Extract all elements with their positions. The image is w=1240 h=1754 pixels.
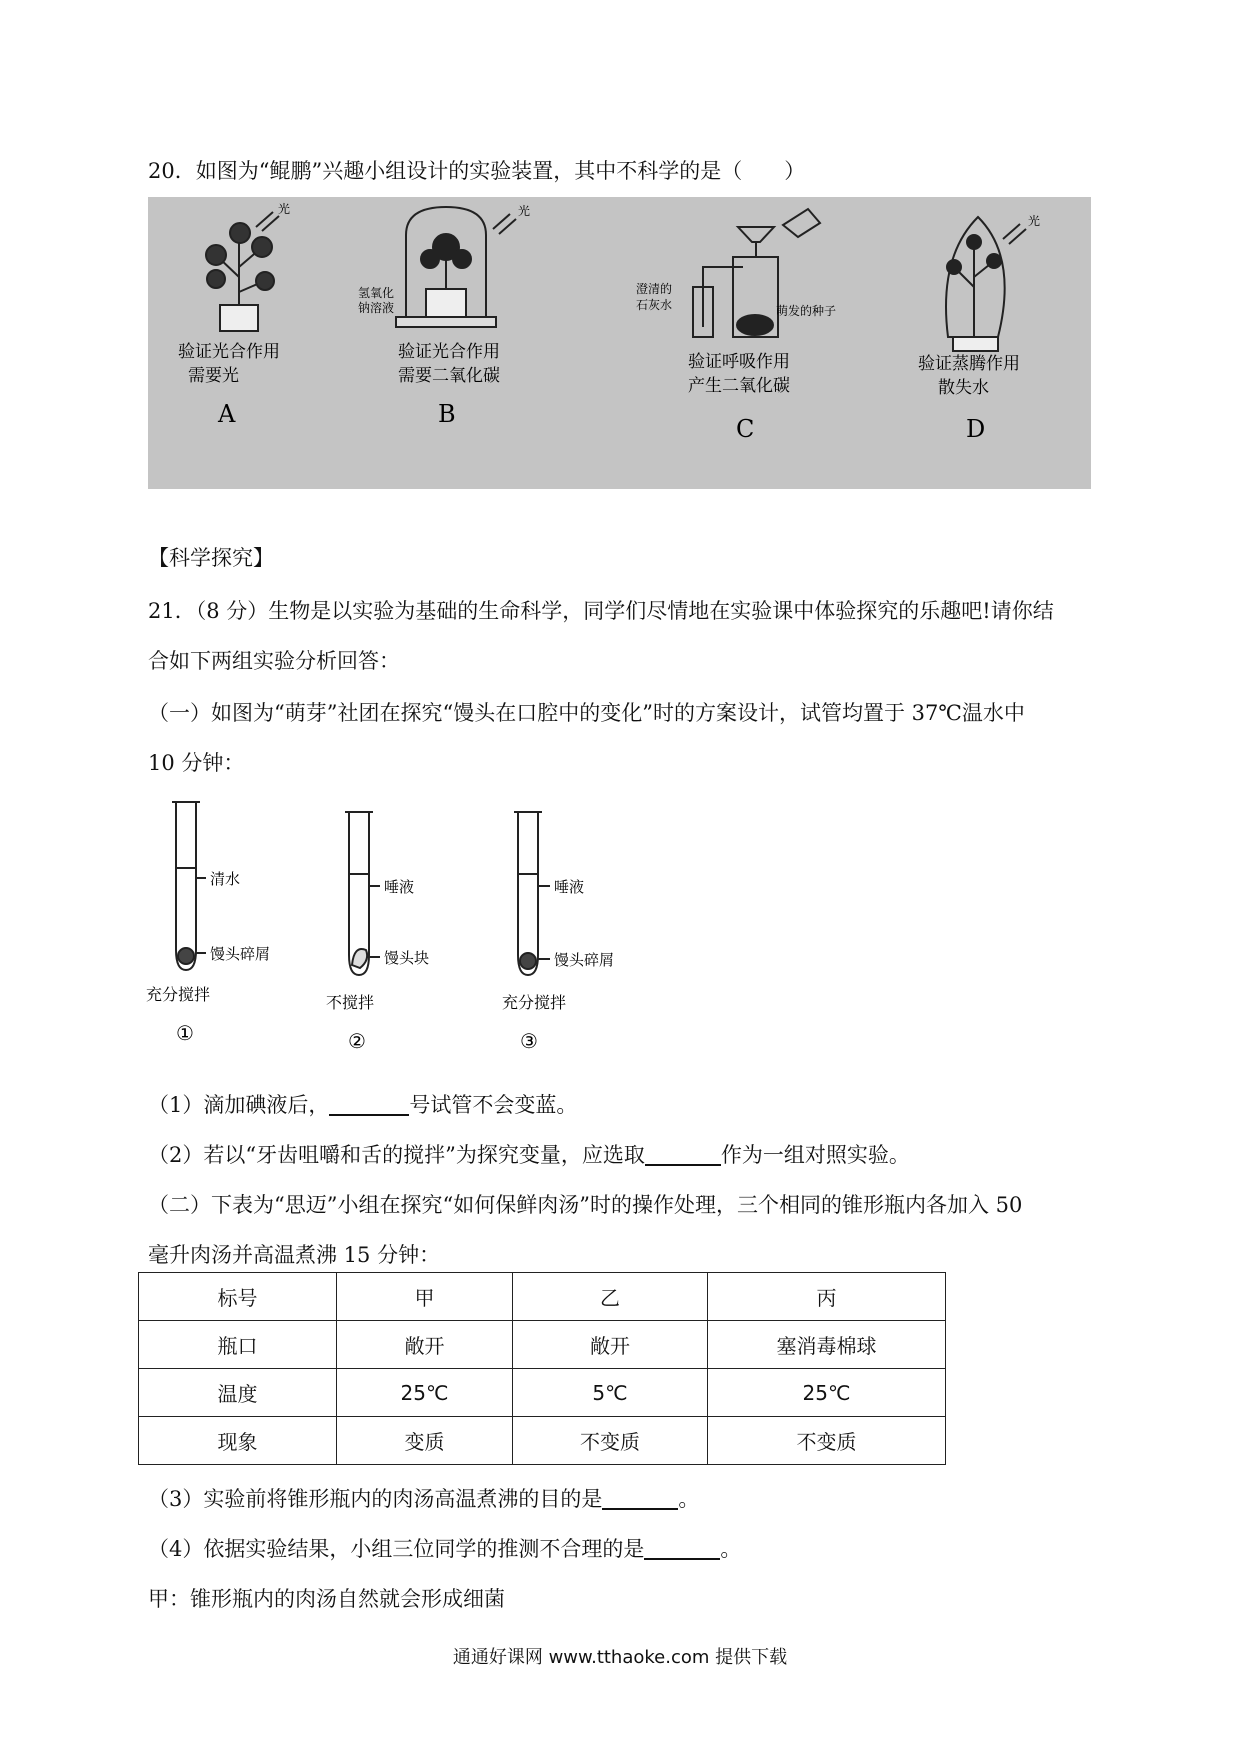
table-cell: 敞开 [513,1321,708,1369]
table-cell: 变质 [337,1417,513,1465]
table-header-cell: 甲 [337,1273,513,1321]
table-header-cell: 丙 [708,1273,946,1321]
table-cell: 塞消毒棉球 [708,1321,946,1369]
panel-c-left-label1: 澄清的 [636,282,673,296]
test-tubes-svg [140,790,640,1065]
q21-part1-line2: 10 分钟： [148,751,245,775]
panel-d-light-label: 光 [1028,214,1041,228]
panel-a-letter: A [218,400,236,428]
tube-1-liquid-label: 清水 [210,870,241,888]
q20-figure-svg [148,197,1091,489]
table-cell: 不变质 [513,1417,708,1465]
tube-2-solid-label: 馒头块 [384,949,430,967]
panel-a-drawing [206,212,279,331]
q21-sub4-text-a: （4）依据实验结果，小组三位同学的推测不合理的是 [148,1537,645,1561]
tube-1-number: ① [176,1021,194,1045]
q21-sub3 [148,1484,699,1514]
tube-1-treatment: 充分搅拌 [146,985,211,1004]
table-cell: 敞开 [337,1321,513,1369]
tube-3-treatment: 充分搅拌 [502,993,567,1012]
q21-part1-line1: （一）如图为“萌芽”社团在探究“馒头在口腔中的变化”时的方案设计，试管均置于 37℃温水中 [148,701,1025,725]
q21-sub4 [148,1534,741,1564]
tube-2-number: ② [348,1029,366,1053]
q21-sub2-text-b: 作为一组对照实验。 [720,1143,910,1167]
q21-sub1-text-a: （1）滴加碘液后， [148,1093,330,1117]
q21-part2-line1: （二）下表为“思迈”小组在探究“如何保鲜肉汤”时的操作处理，三个相同的锥形瓶内各加入 50 [148,1193,1023,1217]
q21-sub2-answer-blank[interactable] [645,1142,721,1166]
q21-sub1 [148,1090,577,1120]
table-row [139,1369,946,1417]
panel-d-letter: D [966,415,986,443]
tube-3 [514,812,550,975]
table-row [139,1417,946,1465]
q21-line1: 21．（8 分）生物是以实验为基础的生命科学，同学们尽情地在实验课中体验探究的乐趣吧!请你结 [148,599,1054,623]
tube-2-liquid-label: 唾液 [384,878,415,896]
q21-sub2 [148,1140,910,1170]
page-footer: 通通好课网 www.tthaoke.com 提供下载 [452,1647,788,1668]
table-cell: 25℃ [337,1369,513,1417]
q21-sub3-text-a: （3）实验前将锥形瓶内的肉汤高温煮沸的目的是 [148,1487,603,1511]
q21-line2: 合如下两组实验分析回答： [148,649,400,673]
panel-c-caption1: 验证呼吸作用 [688,352,790,372]
q21-part2-line2: 毫升肉汤并高温煮沸 15 分钟： [148,1243,441,1267]
q21-sub2-text-a: （2）若以“牙齿咀嚼和舌的搅拌”为探究变量，应选取 [148,1143,645,1167]
q21-sub4-text-b: 。 [720,1537,742,1561]
q21-sub1-text-b: 号试管不会变蓝。 [409,1093,578,1117]
panel-c-caption2: 产生二氧化碳 [688,376,790,396]
panel-b-drawing [396,207,516,327]
panel-c-right-label: 萌发的种子 [776,304,837,318]
table-cell: 5℃ [513,1369,708,1417]
section-heading: 【科学探究】 [148,546,274,570]
q20-stem: 20．如图为“鲲鹏”兴趣小组设计的实验装置，其中不科学的是（ ） [148,159,806,183]
tube-3-liquid-label: 唾液 [554,878,585,896]
panel-b-caption2: 需要二氧化碳 [398,366,500,386]
panel-a-caption1: 验证光合作用 [178,342,280,362]
tube-1 [172,802,206,970]
q20-apparatus-figure [148,197,1091,489]
table-cell: 温度 [139,1369,337,1417]
q21-sub4-answer-blank[interactable] [644,1536,720,1560]
panel-b-side-label2: 钠溶液 [358,301,395,315]
q21-sub3-answer-blank[interactable] [602,1486,678,1510]
table-header-row [139,1273,946,1321]
tube-3-number: ③ [520,1029,538,1053]
table-header-cell: 标号 [139,1273,337,1321]
panel-b-side-label1: 氢氧化 [358,286,395,300]
panel-c-left-label2: 石灰水 [636,298,673,312]
panel-a-caption2: 需要光 [188,366,239,386]
panel-b-caption1: 验证光合作用 [398,342,500,362]
test-tubes-figure [140,790,640,1065]
panel-b-light-label: 光 [518,204,531,218]
panel-b-letter: B [438,400,456,428]
table-header-cell: 乙 [513,1273,708,1321]
meat-soup-table [138,1272,946,1465]
q21-guess-jia: 甲：锥形瓶内的肉汤自然就会形成细菌 [148,1587,505,1611]
panel-c-letter: C [736,415,755,443]
table-row [139,1321,946,1369]
tube-1-solid-label: 馒头碎屑 [210,945,271,963]
panel-a-light-label: 光 [278,202,291,216]
table-cell: 现象 [139,1417,337,1465]
panel-d-drawing [946,217,1026,351]
table-cell: 25℃ [708,1369,946,1417]
tube-3-solid-label: 馒头碎屑 [554,951,615,969]
panel-d-caption1: 验证蒸腾作用 [918,354,1020,374]
tube-2-treatment: 不搅拌 [326,993,375,1012]
q21-sub1-answer-blank[interactable] [329,1092,409,1116]
panel-d-caption2: 散失水 [938,378,989,398]
q21-sub3-text-b: 。 [678,1487,700,1511]
table-cell: 不变质 [708,1417,946,1465]
tube-2 [345,812,380,975]
table-cell: 瓶口 [139,1321,337,1369]
